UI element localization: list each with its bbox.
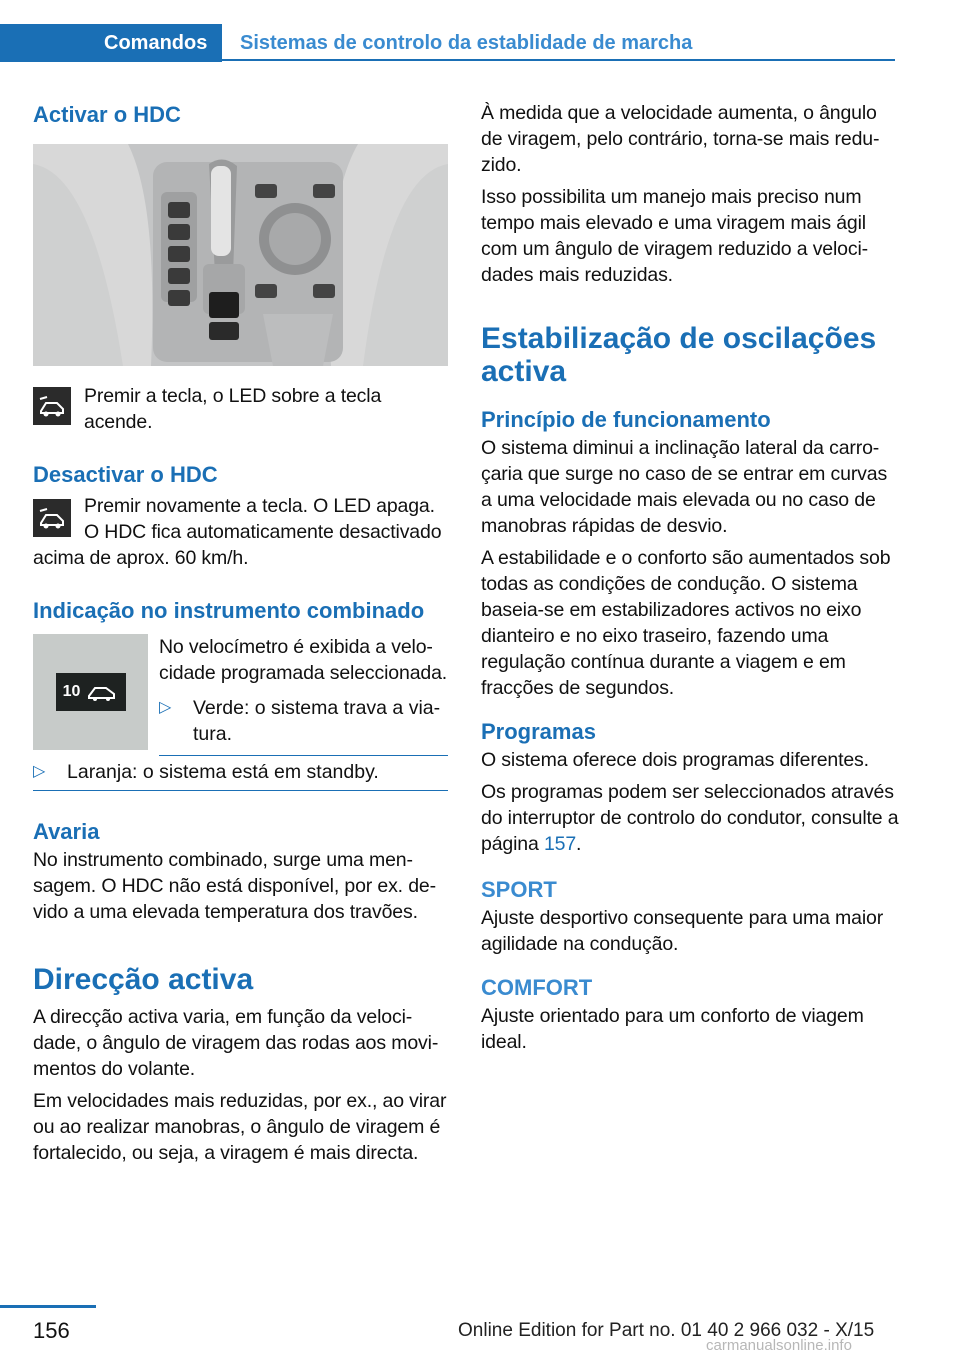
programs-paragraph-2: Os programas podem ser seleccionados através do interruptor de controlo do condutor, consulte a página 157. [481, 781, 899, 855]
left-column [33, 100, 448, 1166]
comfort-text: Ajuste orientado para um conforto de viagem ideal. [481, 1005, 864, 1053]
bullet-divider [33, 790, 448, 791]
roll-stabilization-heading: Estabilização de oscilações activa [481, 322, 877, 388]
triangle-bullet-icon: ▷ [33, 763, 46, 780]
hdc-button-icon [33, 387, 71, 425]
page-header [0, 24, 895, 62]
chapter-tab[interactable]: Comandos [0, 24, 222, 62]
deactivate-hdc-heading: Desactivar o HDC [33, 462, 218, 487]
display-heading: Indicação no instrumento combinado [33, 598, 425, 623]
page-reference-link[interactable]: 157 [543, 833, 577, 855]
principle-heading: Princípio de funcionamento [481, 407, 771, 432]
sport-heading: SPORT [481, 877, 557, 902]
fault-text: No instrumento combinado, surge uma mensagem. O HDC não está disponível, por ex. devido a uma elevada temperatura dos travões. [33, 849, 437, 923]
hdc-button-icon [33, 499, 71, 537]
bullet-green: ▷ Verde: o sistema trava a viatura. [159, 697, 441, 745]
center-console-photo [33, 144, 448, 366]
programs-heading: Programas [481, 719, 596, 744]
triangle-bullet-icon: ▷ [159, 699, 172, 716]
header-divider [222, 59, 895, 61]
active-steering-heading: Direcção activa [33, 963, 254, 996]
edition-text: Online Edition for Part no. 01 40 2 966 032 - X/15 [458, 1320, 875, 1341]
footer-divider [0, 1305, 96, 1308]
steering-paragraph-4: Isso possibilita um manejo mais preciso num tempo mais elevado e uma viragem mais ágil com um ângulo de viragem reduzido a velocidades mais reduzidas. [481, 186, 869, 286]
bullet-orange: ▷ Laranja: o sistema está em standby. [33, 761, 379, 783]
activate-hdc-text: Premir a tecla, o LED sobre a tecla acende. [84, 385, 382, 433]
display-text: No velocímetro é exibida a velocidade programada seleccionada. [159, 636, 448, 684]
steering-paragraph-3: À medida que a velocidade aumenta, o ângulo de viragem, pelo contrário, torna-se mais reduzido. [481, 102, 880, 176]
steering-paragraph-1: A direcção activa varia, em função da velocidade, o ângulo de viragem das rodas aos movimentos do volante. [33, 1006, 439, 1080]
cluster-speed-number: 10 [62, 683, 81, 700]
page-number: 156 [33, 1318, 70, 1343]
instrument-cluster-image [33, 634, 148, 750]
activate-hdc-heading: Activar o HDC [33, 102, 181, 127]
programs-paragraph-1: O sistema oferece dois programas diferentes. [481, 749, 869, 771]
sport-text: Ajuste desportivo consequente para uma maior agilidade na condução. [481, 907, 884, 955]
deactivate-hdc-text: Premir novamente a tecla. O LED apaga. O HDC fica automaticamente desactivado acima de aprox. 60 km/h. [33, 495, 442, 569]
steering-paragraph-2: Em velocidades mais reduzidas, por ex., ao virar ou ao realizar manobras, o ângulo de viragem é fortalecido, ou seja, a viragem é mais directa. [33, 1090, 447, 1164]
section-title: Sistemas de controlo da establidade de marcha [240, 32, 693, 54]
comfort-heading: COMFORT [481, 975, 593, 1000]
watermark: carmanualsonline.info [706, 1337, 852, 1354]
principle-paragraph-1: O sistema diminui a inclinação lateral da carroçaria que surge no caso de se entrar em curvas a uma velocidade mais elevada ou no caso de manobras rápidas de desvio. [481, 437, 888, 537]
right-column [481, 100, 899, 1055]
hdc-car-icon [86, 682, 118, 702]
fault-heading: Avaria [33, 819, 100, 844]
bullet-divider [159, 755, 448, 756]
principle-paragraph-2: A estabilidade e o conforto são aumentados sob todas as condições de condução. O sistema baseia-se em estabilizadores activos no eixo dianteiro e no eixo traseiro, fazendo uma regulação contínua durante a viagem e em fracções de segundos. [481, 547, 891, 699]
